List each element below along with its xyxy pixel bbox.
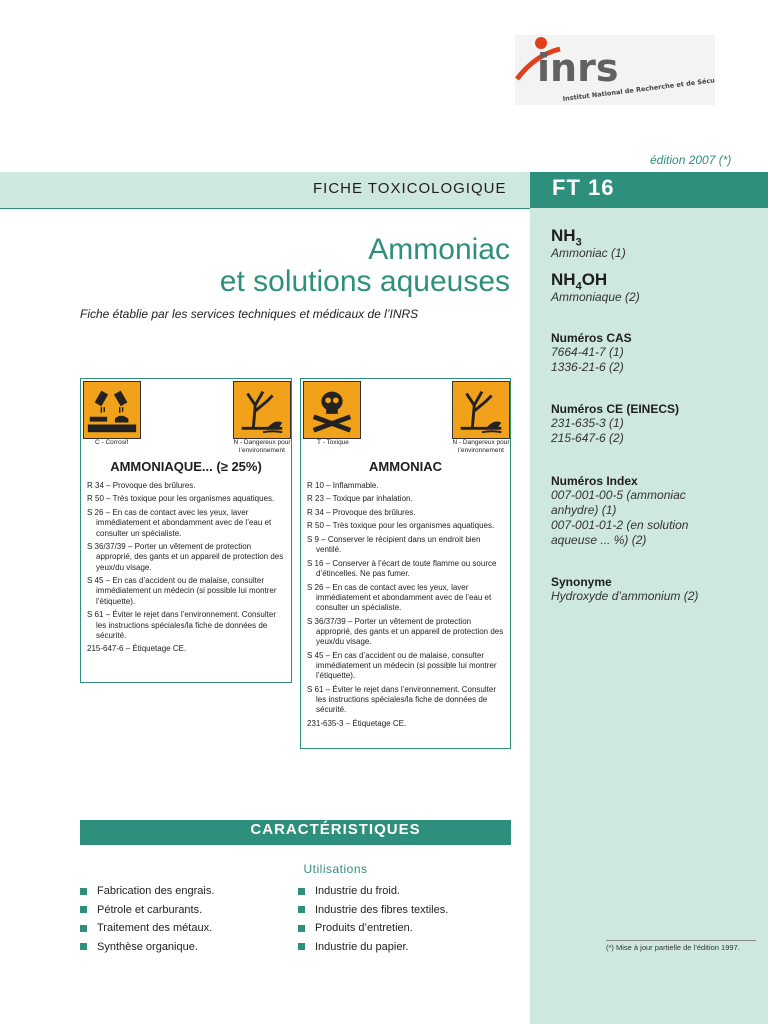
bullet-square-icon xyxy=(80,943,87,950)
cas-value: 1336-21-6 (2) xyxy=(551,360,624,374)
list-item-text: Fabrication des engrais. xyxy=(97,885,215,898)
list-item-text: Industrie du papier. xyxy=(315,940,409,953)
list-item-text: Traitement des métaux. xyxy=(97,922,213,935)
corrosive-icon xyxy=(83,381,141,439)
hazard-phrase: R 34 – Provoque des brûlures. xyxy=(87,481,196,490)
edition-label: édition 2007 (*) xyxy=(650,153,732,167)
bullet-square-icon xyxy=(298,943,305,950)
picto-label-env: N - Dangereux pour l’environnement xyxy=(452,439,510,454)
picto-label-env: N - Dangereux pour l’environnement xyxy=(233,439,291,454)
logo-wordmark: inrs xyxy=(537,46,619,90)
index-heading: Numéros Index xyxy=(551,474,638,488)
list-item xyxy=(298,919,448,938)
list-item xyxy=(80,882,214,901)
hazard-phrase: S 61 – Éviter le rejet dans l’environnement. Consulter les instructions spéciales/la fiche de données de sécurité. xyxy=(87,610,276,640)
label-box-ammoniaque xyxy=(80,378,292,683)
bullet-square-icon xyxy=(80,925,87,932)
label-box-ammoniac xyxy=(300,378,511,749)
formula-sub: 4 xyxy=(575,280,582,293)
footnote-rule xyxy=(606,940,756,941)
environment-hazard-icon xyxy=(452,381,510,439)
index-value: anhydre) (1) xyxy=(551,503,617,517)
subtitle: Fiche établie par les services techniques et médicaux de l’INRS xyxy=(80,307,419,321)
fiche-title: FICHE TOXICOLOGIQUE xyxy=(313,180,507,197)
synonyme-heading: Synonyme xyxy=(551,575,612,589)
hazard-phrase: S 36/37/39 – Porter un vêtement de protection approprié, des gants et un appareil de protection des yeux/du visage. xyxy=(307,616,504,647)
formula-tail: OH xyxy=(581,270,608,289)
hazard-phrases xyxy=(87,481,285,658)
synonyme-section xyxy=(551,575,751,604)
label-title: AMMONIAQUE... (≥ 25%) xyxy=(110,459,262,474)
formula-nh3 xyxy=(551,226,751,261)
environment-hazard-icon xyxy=(233,381,291,439)
formula-sub: 3 xyxy=(575,236,582,249)
list-item xyxy=(298,938,448,957)
formula-name: Ammoniaque (2) xyxy=(551,290,640,305)
synonyme-value: Hydroxyde d’ammonium (2) xyxy=(551,589,699,603)
bullet-square-icon xyxy=(298,888,305,895)
list-item-text: Industrie du froid. xyxy=(315,885,400,898)
hazard-phrase: S 61 – Éviter le rejet dans l’environnement. Consulter les instructions spéciales/la fiche de données de sécurité. xyxy=(307,684,496,715)
cas-section xyxy=(551,331,751,375)
list-item-text: Industrie des fibres textiles. xyxy=(315,903,449,916)
hazard-phrase: 231-635-3 – Étiquetage CE. xyxy=(307,718,407,728)
index-value: 007-001-01-2 (en solution xyxy=(551,518,689,532)
picto-label-corrosif: C - Corrosif xyxy=(95,439,129,446)
hazard-phrase: S 9 – Conserver le récipient dans un endroit bien ventilé. xyxy=(307,534,481,555)
ft-number: FT 16 xyxy=(552,175,615,200)
title-line-2: et solutions aqueuses xyxy=(219,265,510,298)
bullet-square-icon xyxy=(80,906,87,913)
ce-heading: Numéros CE (EINECS) xyxy=(551,402,680,416)
bullet-square-icon xyxy=(298,925,305,932)
cas-value: 7664-41-7 (1) xyxy=(551,345,624,359)
bullet-square-icon xyxy=(298,906,305,913)
list-item xyxy=(298,882,448,901)
hazard-phrase: R 10 – Inflammable. xyxy=(307,481,379,490)
ce-value: 215-647-6 (2) xyxy=(551,431,624,445)
utilisations-list-2 xyxy=(298,882,448,956)
bullet-square-icon xyxy=(80,888,87,895)
inrs-logo xyxy=(515,35,715,105)
hazard-phrase: S 16 – Conserver à l’écart de toute flamme ou source d’étincelles. Ne pas fumer. xyxy=(307,558,497,579)
formula-main: NH xyxy=(551,270,576,289)
hazard-phrase: R 50 – Très toxique pour les organismes aquatiques. xyxy=(87,494,275,504)
picto-label-toxique: T - Toxique xyxy=(317,439,349,446)
label-title: AMMONIAC xyxy=(369,459,442,474)
hazard-phrase: S 45 – En cas d’accident ou de malaise, consulter immédiatement un médecin (si possible lui montrer l’étiquette). xyxy=(307,650,497,681)
index-section xyxy=(551,474,751,548)
formula-main: NH xyxy=(551,226,576,245)
list-item-text: Pétrole et carburants. xyxy=(97,903,203,916)
cas-heading: Numéros CAS xyxy=(551,331,632,345)
formula-name: Ammoniac (1) xyxy=(551,246,626,261)
hazard-phrase: S 26 – En cas de contact avec les yeux, laver immédiatement et abondamment avec de l’eau et consulter un spécialiste. xyxy=(87,507,272,538)
list-item-text: Synthèse organique. xyxy=(97,940,198,953)
list-item xyxy=(80,901,214,920)
header-divider xyxy=(0,208,530,209)
formula-nh4oh xyxy=(551,270,751,305)
ce-section xyxy=(551,402,751,446)
footnote: (*) Mise à jour partielle de l’édition 1997. xyxy=(606,943,740,952)
hazard-phrase: S 26 – En cas de contact avec les yeux, laver immédiatement et abondamment avec de l’eau et consulter un spécialiste. xyxy=(307,582,492,613)
hazard-phrase: S 45 – En cas d’accident ou de malaise, consulter immédiatement un médecin (si possible lui montrer l’étiquette). xyxy=(87,576,277,606)
logo-tagline: Institut National de Recherche et de Sécurité xyxy=(562,74,715,103)
list-item xyxy=(298,901,448,920)
hazard-phrase: R 50 – Très toxique pour les organismes aquatiques. xyxy=(307,521,495,531)
list-item xyxy=(80,919,214,938)
hazard-phrase: R 34 – Provoque des brûlures. xyxy=(307,507,416,517)
ce-value: 231-635-3 (1) xyxy=(551,416,624,430)
page-title xyxy=(220,234,510,298)
index-value: 007-001-00-5 (ammoniac xyxy=(551,488,686,502)
hazard-phrase: S 36/37/39 – Porter un vêtement de protection approprié, des gants et un appareil de protection des yeux/du visage. xyxy=(87,542,284,572)
utilisations-list-1 xyxy=(80,882,214,956)
hazard-phrases xyxy=(307,481,504,732)
hazard-phrase: 215-647-6 – Étiquetage CE. xyxy=(87,644,187,654)
title-line-1: Ammoniac xyxy=(368,233,510,266)
utilisations-heading: Utilisations xyxy=(303,862,368,876)
skull-crossbones-icon xyxy=(303,381,361,439)
hazard-phrase: R 23 – Toxique par inhalation. xyxy=(307,494,413,504)
list-item xyxy=(80,938,214,957)
caracteristiques-heading: CARACTÉRISTIQUES xyxy=(250,821,421,838)
index-value: aqueuse ... %) (2) xyxy=(551,533,647,547)
list-item-text: Produits d’entretien. xyxy=(315,922,413,935)
